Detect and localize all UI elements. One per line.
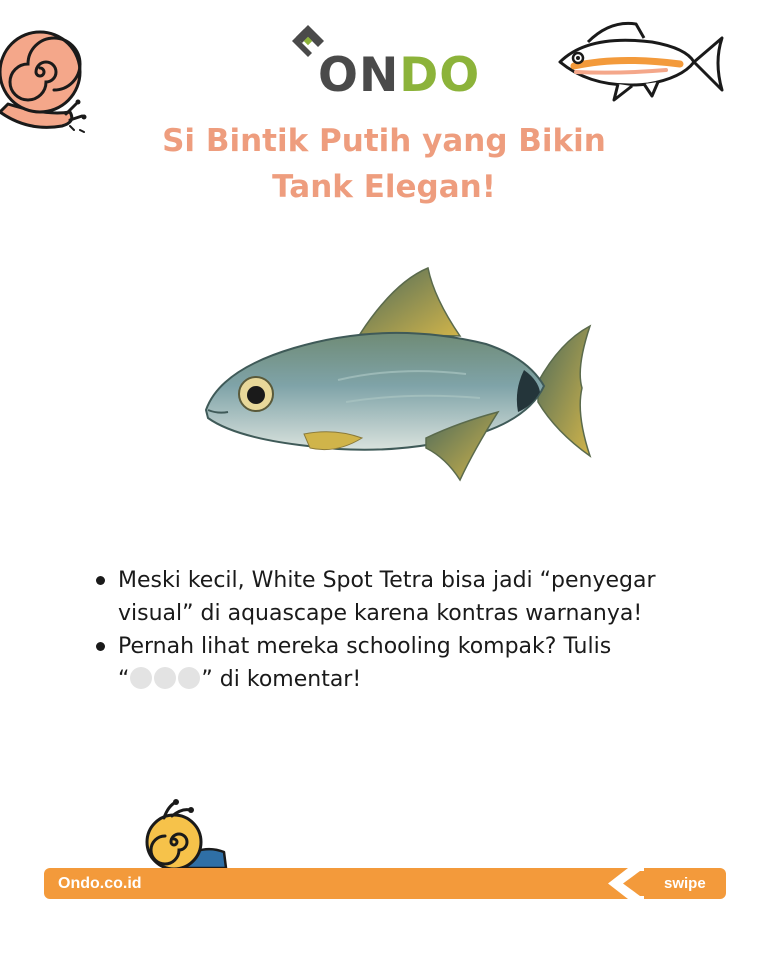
list-item bbox=[92, 630, 692, 696]
logo-text-primary: ON bbox=[318, 48, 400, 103]
brand-logo bbox=[288, 22, 488, 103]
title-line-2: Tank Elegan! bbox=[272, 169, 496, 205]
swipe-button[interactable]: swipe bbox=[664, 875, 706, 892]
bullet-1-line-2: visual” di aquascape karena kontras warnanya! bbox=[118, 601, 643, 626]
title-line-1: Si Bintik Putih yang Bikin bbox=[162, 123, 606, 159]
snail-icon bbox=[142, 796, 234, 872]
white-spot-tetra-illustration bbox=[198, 262, 604, 488]
bullet-dot-icon bbox=[96, 642, 105, 651]
bullet-dot-icon bbox=[96, 576, 105, 585]
bullet-2-line-1: Pernah lihat mereka schooling kompak? Tulis bbox=[118, 634, 612, 659]
bullet-1-line-1: Meski kecil, White Spot Tetra bisa jadi “penyegar bbox=[118, 568, 656, 593]
quote-close-text: ” di komentar! bbox=[201, 667, 362, 692]
chevron-left-icon bbox=[604, 866, 644, 901]
site-link[interactable]: Ondo.co.id bbox=[58, 875, 142, 892]
list-item bbox=[92, 564, 692, 630]
bullet-list bbox=[92, 564, 692, 696]
page-title bbox=[0, 118, 768, 210]
logo-text-accent: DO bbox=[399, 48, 481, 103]
tetra-fish-icon bbox=[548, 14, 728, 104]
bullet-2-line-2 bbox=[118, 663, 692, 696]
quote-open: “ bbox=[118, 667, 130, 692]
placeholder-circles-icon bbox=[130, 667, 200, 689]
